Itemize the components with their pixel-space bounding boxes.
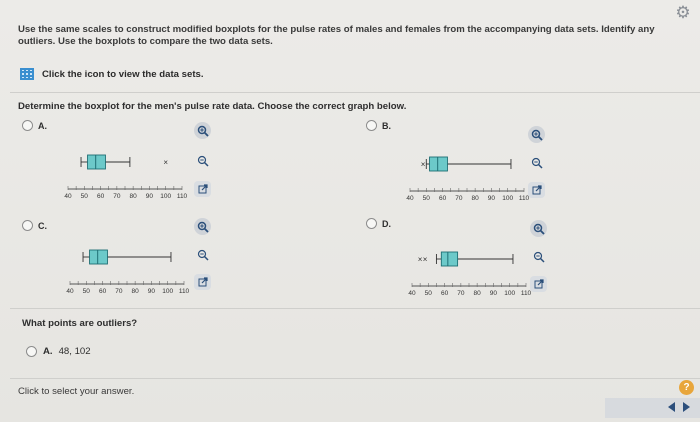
boxplot-c	[62, 240, 192, 300]
external-link-icon[interactable]	[194, 181, 211, 197]
tick-label: 50	[82, 288, 90, 295]
outlier-mark: ×	[163, 158, 169, 167]
zoom-out-icon[interactable]	[194, 152, 211, 169]
divider	[10, 378, 700, 379]
tick-label: 40	[408, 290, 416, 297]
iqr-box	[90, 250, 108, 264]
nav-controls	[668, 402, 690, 412]
hint-text: Click to select your answer.	[18, 386, 135, 397]
tick-label: 100	[502, 195, 514, 202]
tick-label: 110	[518, 195, 530, 202]
tick-label: 100	[160, 193, 172, 200]
answer-option-label: A.	[43, 346, 53, 357]
tick-label: 70	[115, 288, 123, 295]
option-c[interactable]	[22, 220, 47, 231]
tick-label: 90	[147, 288, 156, 295]
option-c-label: C.	[38, 220, 47, 231]
outlier-question: What points are outliers?	[22, 318, 138, 329]
tick-label: 60	[98, 288, 107, 295]
iqr-box	[88, 155, 106, 169]
radio-a[interactable]	[22, 120, 33, 131]
tick-label: 110	[176, 193, 188, 200]
answer-radio[interactable]	[26, 346, 37, 357]
tick-label: 70	[457, 290, 465, 297]
zoom-in-icon[interactable]	[194, 122, 211, 139]
tick-label: 50	[80, 193, 88, 200]
tick-label: 50	[422, 195, 430, 202]
tick-label: 60	[438, 195, 447, 202]
tick-label: 90	[489, 290, 498, 297]
data-table-icon[interactable]	[20, 68, 34, 80]
tick-label: 110	[520, 290, 532, 297]
boxplot-d	[404, 242, 534, 302]
tick-label: 80	[129, 193, 137, 200]
tick-label: 50	[424, 290, 432, 297]
radio-c[interactable]	[22, 220, 33, 231]
instructions-text: Use the same scales to construct modified boxplots for the pulse rates of males and females from the accompanying data sets. Identify any outliers. Use the boxplots to compare the two data sets.	[18, 24, 655, 47]
tick-label: 70	[113, 193, 121, 200]
question-text: Determine the boxplot for the men's pulse rate data. Choose the correct graph below.	[18, 101, 407, 112]
boxplot-a	[60, 145, 190, 205]
tick-label: 80	[473, 290, 481, 297]
boxplot-b	[402, 147, 532, 207]
outlier-mark: ×	[420, 160, 426, 169]
tick-label: 70	[455, 195, 463, 202]
answer-choice[interactable]	[26, 346, 91, 357]
previous-arrow-icon[interactable]	[668, 402, 675, 412]
radio-b[interactable]	[366, 120, 377, 131]
zoom-in-icon[interactable]	[528, 126, 545, 143]
tick-label: 80	[471, 195, 479, 202]
dataset-link-label: Click the icon to view the data sets.	[42, 68, 204, 80]
help-icon[interactable]: ?	[679, 380, 694, 395]
zoom-in-icon[interactable]	[530, 220, 547, 237]
divider	[10, 92, 700, 93]
outlier-mark: ×	[417, 255, 423, 264]
tick-label: 110	[178, 288, 190, 295]
answer-value: 48, 102	[58, 346, 91, 357]
tick-label: 60	[96, 193, 105, 200]
dataset-link[interactable]	[20, 68, 204, 80]
tick-label: 40	[406, 195, 414, 202]
zoom-in-icon[interactable]	[194, 218, 211, 235]
option-b-label: B.	[382, 120, 391, 131]
tick-label: 40	[66, 288, 74, 295]
option-d[interactable]	[366, 218, 391, 229]
option-a-label: A.	[38, 120, 47, 131]
option-b[interactable]	[366, 120, 391, 131]
iqr-box	[430, 157, 448, 171]
next-arrow-icon[interactable]	[683, 402, 690, 412]
divider	[10, 308, 700, 309]
tick-label: 80	[131, 288, 139, 295]
tick-label: 100	[162, 288, 174, 295]
radio-d[interactable]	[366, 218, 377, 229]
iqr-box	[441, 252, 457, 266]
option-a[interactable]	[22, 120, 47, 131]
tick-label: 100	[504, 290, 516, 297]
tick-label: 40	[64, 193, 72, 200]
gear-icon[interactable]: ⚙	[675, 3, 691, 22]
tick-label: 90	[487, 195, 496, 202]
tick-label: 90	[145, 193, 154, 200]
tick-label: 60	[440, 290, 449, 297]
external-link-icon[interactable]	[194, 274, 211, 290]
outlier-mark: ×	[422, 255, 428, 264]
option-d-label: D.	[382, 218, 391, 229]
zoom-out-icon[interactable]	[194, 246, 211, 263]
